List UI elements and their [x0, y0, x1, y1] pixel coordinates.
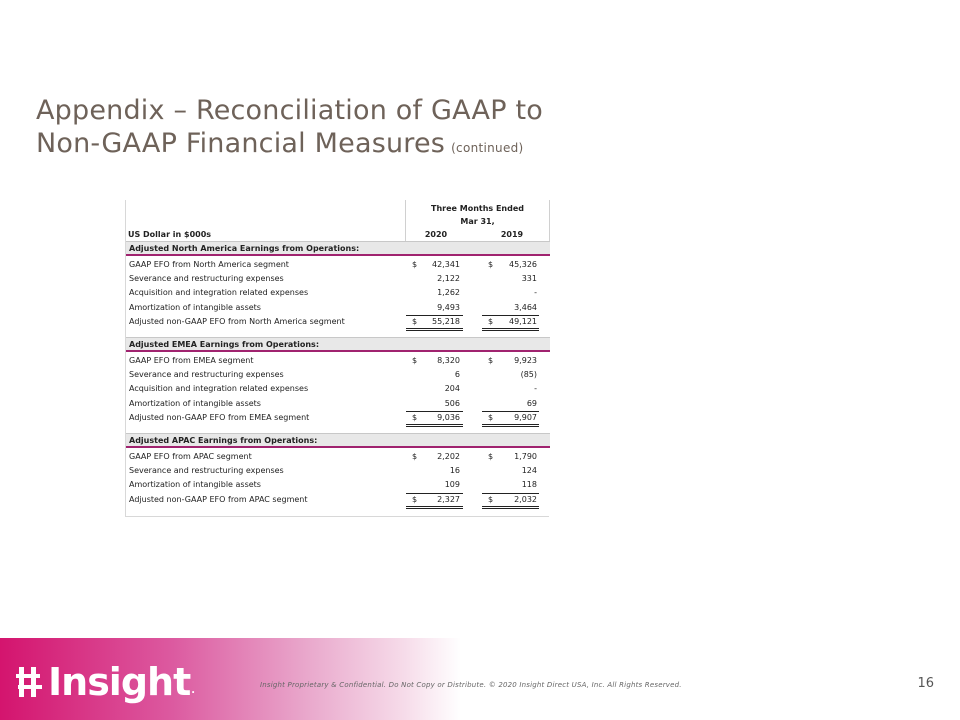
row-label: GAAP EFO from APAC segment: [129, 452, 252, 461]
row-label: Adjusted non-GAAP EFO from EMEA segment: [129, 412, 310, 422]
total-double-rule: [406, 506, 463, 509]
currency-symbol-2020: $: [412, 316, 418, 326]
value-2020: 2,202: [437, 452, 460, 461]
subtotal-rule: [482, 315, 539, 316]
value-2020: 9,493: [437, 302, 460, 312]
insight-logo-mark-icon: [16, 665, 42, 699]
total-double-rule: [482, 424, 539, 427]
slide-title-line-1: Appendix – Reconciliation of GAAP to: [36, 95, 543, 126]
table-row: [126, 398, 550, 411]
value-2020: 109: [444, 480, 460, 490]
slide-title: [36, 94, 736, 165]
row-label: Acquisition and integration related expenses: [129, 288, 309, 298]
slide-title-line-2: [36, 127, 736, 165]
value-2019: 331: [521, 274, 537, 284]
section-heading: [126, 241, 550, 256]
value-2019: 9,923: [514, 356, 537, 365]
table-row: [126, 465, 550, 478]
row-label: Severance and restructuring expenses: [129, 466, 284, 476]
subtotal-rule: [482, 493, 539, 494]
value-2020: 16: [449, 466, 460, 476]
table-row: [126, 259, 550, 272]
value-2019: 69: [526, 398, 537, 408]
value-2020: 9,036: [437, 412, 460, 422]
value-2020: 506: [444, 398, 460, 408]
currency-symbol-2020: $: [412, 356, 418, 365]
period-subheader: Mar 31,: [460, 217, 495, 226]
insight-logo: [16, 660, 194, 704]
currency-symbol-2019: $: [488, 356, 494, 365]
value-2020: 42,341: [432, 260, 460, 269]
table-row: [126, 383, 550, 396]
subtotal-rule: [406, 411, 463, 412]
subtotal-rule: [406, 493, 463, 494]
currency-symbol-2019: $: [488, 316, 494, 326]
currency-symbol-2020: $: [412, 260, 418, 269]
table-row: [126, 287, 550, 300]
value-2019: 9,907: [514, 412, 537, 422]
currency-symbol-2020: $: [412, 494, 418, 504]
subtotal-rule: [406, 315, 463, 316]
currency-symbol-2019: $: [488, 412, 494, 422]
reconciliation-table: [125, 200, 549, 517]
row-label: Acquisition and integration related expenses: [129, 384, 309, 394]
value-2019: 45,326: [509, 260, 537, 269]
table-row: [126, 479, 550, 492]
row-label: Adjusted non-GAAP EFO from APAC segment: [129, 494, 308, 504]
table-total-row: [126, 412, 550, 425]
value-2019: -: [534, 384, 537, 394]
currency-symbol-2020: $: [412, 452, 418, 461]
confidentiality-footnote: Insight Proprietary & Confidential. Do Not Copy or Distribute. © 2020 Insight Direct USA, Inc. All Rights Reserved.: [260, 681, 682, 689]
value-2019: 49,121: [509, 316, 537, 326]
value-2019: 124: [521, 466, 537, 476]
row-label: Severance and restructuring expenses: [129, 274, 284, 284]
slide-title-continued: (continued): [451, 141, 524, 155]
table-row: [126, 369, 550, 382]
row-label: Severance and restructuring expenses: [129, 370, 284, 380]
section-heading: [126, 337, 550, 352]
column-header-2020: 2020: [424, 230, 448, 239]
total-double-rule: [406, 328, 463, 331]
table-row: [126, 451, 550, 464]
column-header-2019: 2019: [500, 230, 524, 239]
value-2020: 1,262: [437, 288, 460, 298]
insight-logo-text: Insight: [48, 660, 191, 704]
row-label: Amortization of intangible assets: [129, 302, 261, 312]
value-2020: 2,327: [437, 494, 460, 504]
table-row: [126, 355, 550, 368]
page-number: 16: [917, 676, 934, 691]
table-total-row: [126, 494, 550, 507]
value-2019: 1,790: [514, 452, 537, 461]
insight-logo-dot: .: [191, 685, 195, 696]
row-label: Amortization of intangible assets: [129, 480, 261, 490]
slide-title-line-2-text: Non-GAAP Financial Measures: [36, 128, 446, 159]
section-heading-text: Adjusted EMEA Earnings from Operations:: [129, 340, 320, 349]
section-heading-text: Adjusted North America Earnings from Operations:: [129, 244, 360, 253]
table-row: [126, 273, 550, 286]
row-label: Amortization of intangible assets: [129, 398, 261, 408]
subtotal-rule: [482, 411, 539, 412]
row-label: GAAP EFO from EMEA segment: [129, 356, 254, 365]
table-row: [126, 302, 550, 315]
value-2019: 118: [521, 480, 537, 490]
currency-symbol-2020: $: [412, 412, 418, 422]
total-double-rule: [482, 328, 539, 331]
total-double-rule: [482, 506, 539, 509]
value-2019: (85): [520, 370, 537, 380]
row-label: Adjusted non-GAAP EFO from North America segment: [129, 316, 345, 326]
value-2020: 55,218: [432, 316, 460, 326]
currency-symbol-2019: $: [488, 452, 494, 461]
section-heading-text: Adjusted APAC Earnings from Operations:: [129, 436, 318, 445]
value-2020: 204: [444, 384, 460, 394]
value-2020: 8,320: [437, 356, 460, 365]
value-2020: 2,122: [437, 274, 460, 284]
total-double-rule: [406, 424, 463, 427]
currency-symbol-2019: $: [488, 494, 494, 504]
value-2019: 3,464: [514, 302, 537, 312]
period-header: Three Months Ended: [431, 204, 524, 213]
currency-symbol-2019: $: [488, 260, 494, 269]
value-2019: -: [534, 288, 537, 298]
row-label: GAAP EFO from North America segment: [129, 260, 289, 269]
value-2020: 6: [454, 370, 460, 380]
unit-label: US Dollar in $000s: [128, 230, 212, 239]
table-total-row: [126, 316, 550, 329]
section-heading: [126, 433, 550, 448]
value-2019: 2,032: [514, 494, 537, 504]
